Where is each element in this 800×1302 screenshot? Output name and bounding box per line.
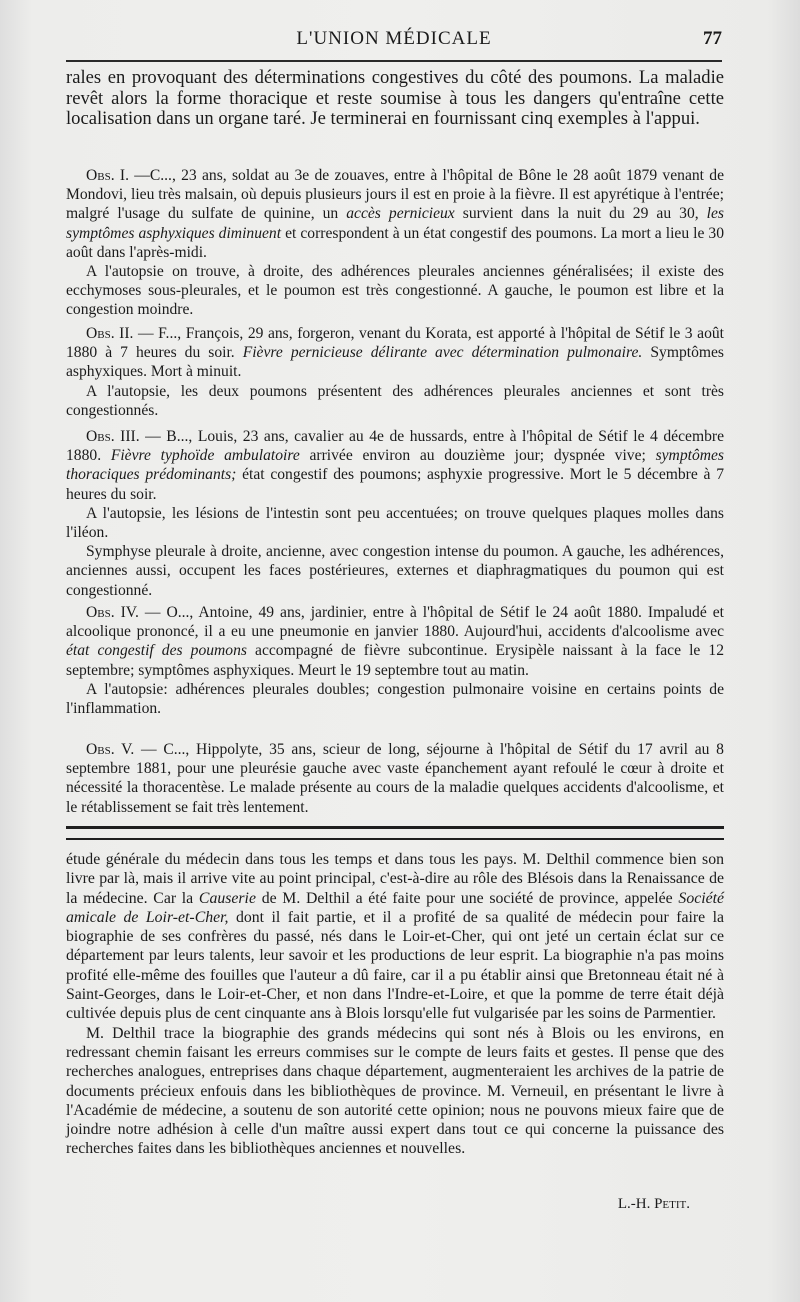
obs3-autopsy: A l'autopsie, les lésions de l'intestin sont peu accentuées; on trouve quelques plaques molles dans l'iléon. xyxy=(66,504,724,542)
observation-3 xyxy=(66,427,724,600)
running-title: L'UNION MÉDICALE xyxy=(296,28,492,49)
obs2-autopsy: A l'autopsie, les deux poumons présentent des adhérences pleurales anciennes et sont très congestionnés. xyxy=(66,382,724,419)
obs3-emphasis-b: symptômes thoraciques prédominants; xyxy=(66,447,724,484)
page-header xyxy=(66,28,722,58)
author-signature: L.-H. Petit. xyxy=(617,1196,690,1212)
obs1-label: Obs. I. xyxy=(86,167,129,184)
obs1-emphasis-b: les symptômes asphyxiques diminuent xyxy=(66,205,724,242)
obs1-emphasis-a: accès pernicieux xyxy=(346,205,455,223)
obs2-paragraph xyxy=(66,324,724,382)
obs1-text-c: et correspondent à un état congestif des poumons. La mort a lieu le 30 août dans l'après-midi. xyxy=(66,224,725,261)
obs4-text-a: — O..., Antoine, 49 ans, jardinier, entre à l'hôpital de Sétif le 24 août 1880. Impaludé et alcoolique prononcé, il a eu une pneumonie en janvier 1880. Aujourd'hui, accidents d'alcoolisme avec xyxy=(66,604,724,641)
review-p1-text-a: étude générale du médecin dans tous les temps et dans tous les pays. M. Delthil commence bien son livre par là, mais il arrive vite au point principal, c'est-à-dire au rôle des Blésois dans la Renaissance de la médecine. Car la xyxy=(66,851,724,907)
obs2-label: Obs. II. xyxy=(86,325,134,342)
observation-4 xyxy=(66,603,724,718)
header-rule xyxy=(66,60,722,62)
obs3-label: Obs. III. xyxy=(86,428,140,445)
obs4-text-b: accompagné de fièvre subcontinue. Erysipèle naissant à la face le 12 septembre; symptômes asphyxiques. Meurt le 19 septembre tout au matin. xyxy=(66,642,724,679)
review-paragraph-2: M. Delthil trace la biographie des grands médecins qui sont nés à Blois ou les environs, en redressant chemin faisant les erreurs commises sur le compte de leurs faits et gestes. Il pense que des recherches analogues, entreprises dans chaque département, augmenteraient les archives de la patrie de documents précieux enfouis dans les bibliothèques de province. M. Verneuil, en présentant le livre à l'Académie de médecine, a soutenu de son autorité cette opinion; nous ne pouvons mieux faire que de joindre notre adhésion à celle d'un maître aussi expert dans tout ce qui concerne la puissance des recherches faites dans les bibliothèques anciennes et nouvelles. xyxy=(66,1024,724,1158)
obs2-emphasis-a: Fièvre pernicieuse délirante avec détermination pulmonaire. xyxy=(242,344,643,362)
intro-text: rales en provoquant des déterminations congestives du côté des poumons. La maladie revêt alors la forme thoracique et reste soumise à tous les dangers qu'entraîne cette localisation dans un organe taré. Je terminerai en fournissant cinq exemples à l'appui. xyxy=(66,67,724,129)
review-paragraph-1 xyxy=(66,850,724,1024)
obs4-label: Obs. IV. xyxy=(86,604,139,621)
observation-1 xyxy=(66,166,724,320)
observation-2 xyxy=(66,324,724,420)
book-review xyxy=(66,850,724,1159)
intro-paragraph xyxy=(66,68,724,130)
obs2-text-a: — F..., François, 29 ans, forgeron, venant du Korata, est apporté à l'hôpital de Sétif le 3 août 1880 à 7 heures du soir. xyxy=(66,325,724,362)
obs4-emphasis-a: état congestif des poumons xyxy=(66,642,247,660)
obs4-autopsy: A l'autopsie: adhérences pleurales doubles; congestion pulmonaire voisine en certains points de l'inflammation. xyxy=(66,680,724,718)
review-p1-text-b: de M. Delthil a été faite pour une société de province, appelée xyxy=(261,889,673,907)
obs5-text-a: — C..., Hippolyte, 35 ans, scieur de long, séjourne à l'hôpital de Sétif du 17 avril au 8 septembre 1881, pour une pleurésie gauche avec vaste épanchement ayant refoulé le cœur à droite et nécessité la thoracentèse. Le malade présente au cours de la maladie quelques accidents d'alcoolisme, et le rétablissement se fait très lentement. xyxy=(66,741,724,816)
obs3-text-a: — B..., Louis, 23 ans, cavalier au 4e de hussards, entre à l'hôpital de Sétif le 4 décembre 1880. xyxy=(66,428,724,465)
obs3-emphasis-a: Fièvre typhoïde ambulatoire xyxy=(110,447,300,465)
page-number: 77 xyxy=(703,28,722,49)
obs3-text-b: arrivée environ au douzième jour; dyspnée vive; xyxy=(309,447,646,465)
review-p1-text-c: dont il fait partie, et il a profité de sa qualité de médecin pour faire la biographie de ses confrères du passé, nés dans le Loir-et-Cher, qui ont jeté un certain éclat sur ce département par leurs talents, leur savoir et les productions de leur esprit. La biographie n'a pas moins profité elle-même des fouilles que l'auteur a dû faire, car il a pu établir ainsi que Bretonneau était né à Saint-Georges, dans le Loir-et-Cher, et non dans l'Indre-et-Loire, et que la pomme de terre était déjà cultivée depuis plus de cent cinquante ans à Blois lorsqu'elle fut vulgarisée par les soins de Parmentier. xyxy=(66,908,725,1023)
obs3-text-c: état congestif des poumons; asphyxie progressive. Mort le 5 décembre à 7 heures du soir. xyxy=(66,466,724,503)
obs3-paragraph xyxy=(66,427,724,504)
review-p1-emphasis-b: Société amicale de Loir-et-Cher, xyxy=(66,889,725,926)
obs3-symphyse: Symphyse pleurale à droite, ancienne, avec congestion intense du poumon. A gauche, les adhérences, anciennes aussi, occupent les faces postérieures, externes et diaphragmatiques du poumon qui est congestionné. xyxy=(66,543,724,599)
obs5-paragraph xyxy=(66,740,724,817)
review-p1-emphasis-a: Causerie xyxy=(198,889,256,907)
section-separator-rule xyxy=(66,826,724,840)
obs4-paragraph xyxy=(66,603,724,680)
obs1-paragraph xyxy=(66,166,724,262)
obs2-text-b: Symptômes asphyxiques. Mort à minuit. xyxy=(66,344,724,381)
obs1-text-b: survient dans la nuit du 29 au 30, xyxy=(462,205,699,223)
observation-5 xyxy=(66,740,724,817)
obs1-text-a: —C..., 23 ans, soldat au 3e de zouaves, entre à l'hôpital de Bône le 28 août 1879 venant de Mondovi, lieu très malsain, où depuis plusieurs jours il est en proie à la fièvre. Il est apyrétique à l'entrée; malgré l'usage du sulfate de quinine, un xyxy=(66,167,724,223)
obs1-autopsy: A l'autopsie on trouve, à droite, des adhérences pleurales anciennes généralisées; il existe des ecchymoses sous-pleurales, et le poumon est très congestionné. A gauche, le poumon est libre et la congestion moindre. xyxy=(66,263,724,319)
obs5-label: Obs. V. xyxy=(86,741,135,758)
